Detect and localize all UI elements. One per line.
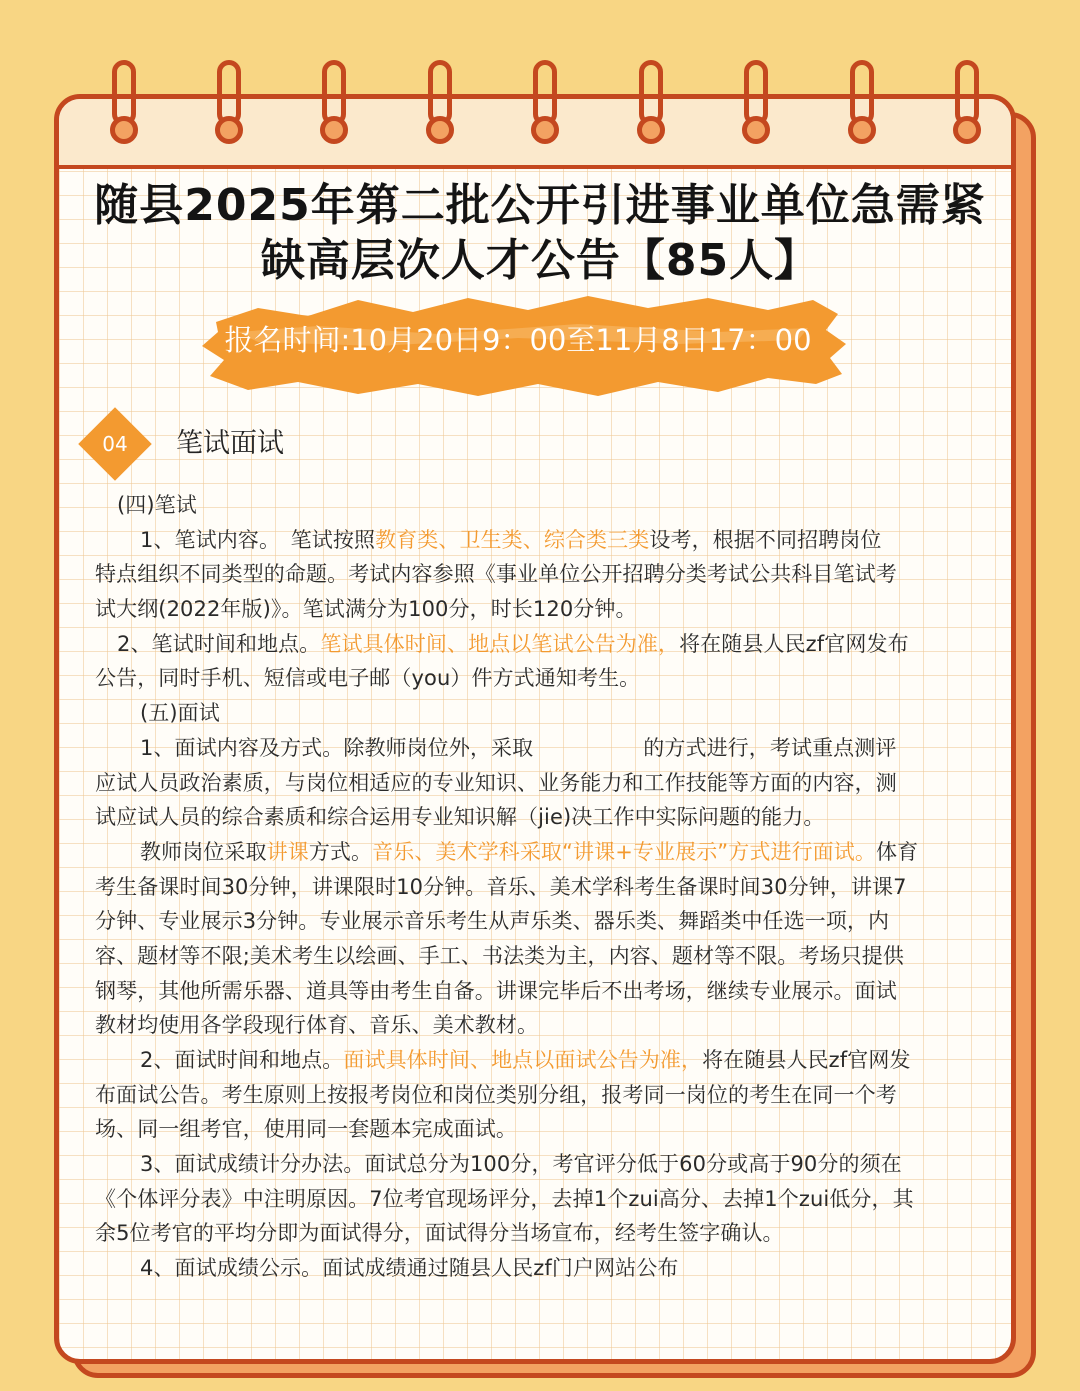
text-line: 布面试公告。考生原则上按报考岗位和岗位类别分组，报考同一岗位的考生在同一个考 — [95, 1082, 897, 1107]
section-title: 笔试面试 — [176, 428, 284, 459]
text-line: 4、面试成绩公示。面试成绩通过随县人民zf门户网站公布 — [140, 1256, 679, 1281]
registration-time: 报名时间:10月20日9：00至11月8日17：00 — [224, 323, 812, 357]
text-line: 教材均使用各学段现行体育、音乐、美术教材。 — [95, 1013, 539, 1038]
text-line: 2、笔试时间和地点。笔试具体时间、地点以笔试公告为准，将在随县人民zf官网发布 — [117, 631, 909, 656]
text-line: 2、面试时间和地点。面试具体时间、地点以面试公告为准，将在随县人民zf官网发 — [140, 1048, 911, 1072]
text-line: 考生备课时间30分钟，讲课限时10分钟。音乐、美术学科考生备课时间30分钟，讲课7 — [95, 874, 907, 899]
text-line: 余5位考官的平均分即为面试得分，面试得分当场宣布，经考生签字确认。 — [95, 1221, 784, 1246]
text-line: 1、面试内容及方式。除教师岗位外，采取 的方式进行，考试重点测评 — [140, 735, 897, 760]
text-line: 容、题材等不限;美术考生以绘画、手工、书法类为主，内容、题材等不限。考场只提供 — [95, 943, 904, 968]
highlight-text: 教育类、卫生类、综合类三类 — [375, 527, 650, 552]
text-line: 试应试人员的综合素质和综合运用专业知识解（jie)决工作中实际问题的能力。 — [95, 805, 825, 830]
article-body — [95, 488, 985, 1286]
text-line: 应试人员政治素质，与岗位相适应的专业知识、业务能力和工作技能等方面的内容，测 — [95, 770, 897, 795]
section-number: 04 — [102, 432, 128, 456]
text-line: 钢琴，其他所需乐器、道具等由考生自备。讲课完毕后不出考场，继续专业展示。面试 — [95, 978, 897, 1003]
text-line: 公告，同时手机、短信或电子邮（you）件方式通知考生。 — [95, 666, 641, 691]
highlight-text: 音乐、美术学科采取“讲课+专业展示”方式进行面试。 — [372, 839, 876, 864]
page-title — [60, 178, 1020, 288]
title-line-1: 随县2025年第二批公开引进事业单位急需紧 — [94, 180, 986, 231]
title-line-2: 缺高层次人才公告【85人】 — [260, 235, 820, 286]
text-line: (五)面试 — [140, 701, 220, 726]
highlight-text: 笔试具体时间、地点以笔试公告为准， — [320, 631, 680, 656]
text-line: 场、同一组考官，使用同一套题本完成面试。 — [95, 1117, 517, 1142]
sheet-header-strip — [59, 99, 1011, 169]
highlight-text: 面试具体时间、地点以面试公告为准， — [343, 1048, 703, 1072]
text-line: 3、面试成绩计分办法。面试总分为100分，考官评分低于60分或高于90分的须在 — [140, 1152, 902, 1177]
text-line: (四)笔试 — [117, 493, 197, 517]
text-line: 《个体评分表》中注明原因。7位考官现场评分，去掉1个zui高分、去掉1个zui低分，其 — [95, 1186, 914, 1211]
text-line: 1、笔试内容。 笔试按照教育类、卫生类、综合类三类设考，根据不同招聘岗位 — [140, 527, 882, 552]
highlight-text: 讲课 — [266, 839, 309, 864]
text-line: 试大纲(2022年版)》。笔试满分为100分，时长120分钟。 — [95, 597, 637, 622]
text-line: 特点组织不同类型的命题。考试内容参照《事业单位公开招聘分类考试公共科目笔试考 — [95, 562, 897, 587]
text-line: 教师岗位采取讲课方式。音乐、美术学科采取“讲课+专业展示”方式进行面试。体育 — [140, 839, 919, 864]
text-line: 分钟、专业展示3分钟。专业展示音乐考生从声乐类、器乐类、舞蹈类中任选一项，内 — [95, 909, 890, 934]
